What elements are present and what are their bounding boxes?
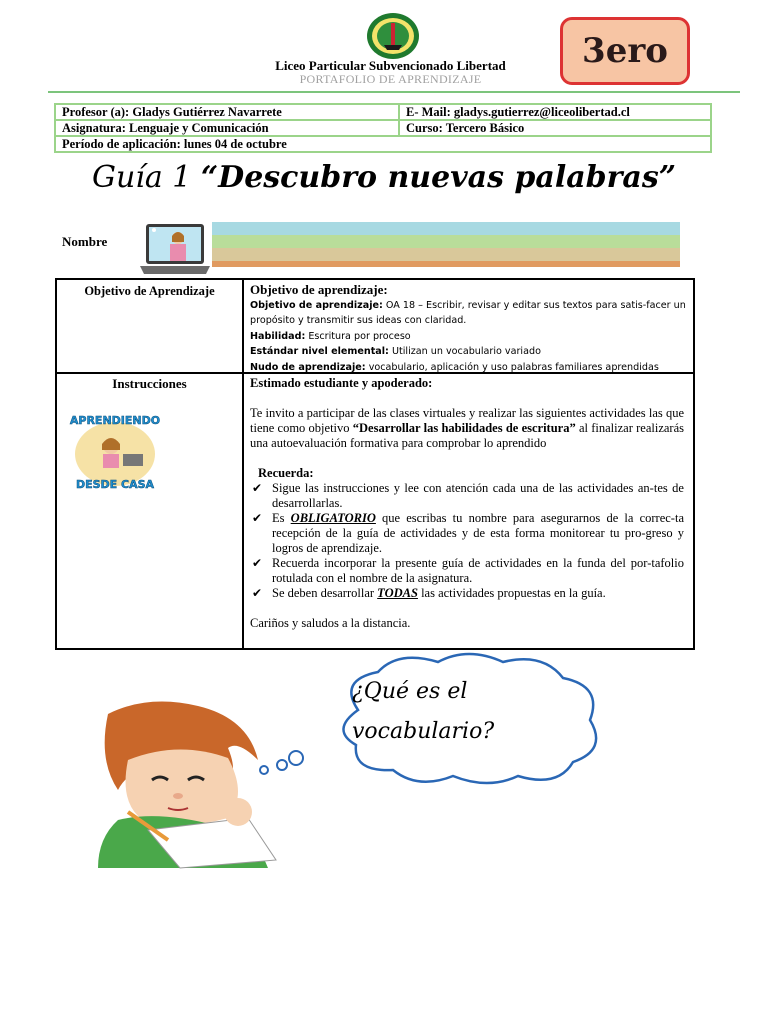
guide-title [0, 160, 768, 195]
boy-writing-icon [88, 700, 278, 870]
objective-content [250, 282, 690, 375]
instructions-intro: Te invito a participar de las clases virtuales y realizar las siguientes actividades las que tiene como objetivo “Desarrollar las habilidades de escritura” al finalizar realizarás una autoevaluación formativa para comprobar lo aprendido [250, 406, 684, 450]
badge-bottom-text: DESDE CASA [75, 478, 155, 491]
list-item: ✔ Recuerda incorporar la presente guía de actividades en la funda del por-tafolio rotulada con el nombre de la asignatura. [252, 556, 684, 585]
guide-title-prefix: Guía 1 [91, 160, 201, 195]
objectives-table [55, 278, 695, 650]
list-item: ✔ Es OBLIGATORIO que escribas tu nombre para asegurarnos de la correc-ta recepción de la guía de actividades y de esta forma monitorear tu pro-greso y logros de aprendizaje. [252, 511, 684, 555]
objective-item: Estándar nivel elemental: Utilizan un vocabulario variado [250, 346, 541, 357]
remember-list [250, 481, 684, 601]
aprendiendo-badge-icon [69, 410, 161, 494]
check-icon: ✔ [252, 511, 263, 525]
objective-item: Objetivo de aprendizaje: OA 18 – Escribir, revisar y editar sus textos para satis-facer un propósito y transmitir sus ideas con claridad. [250, 299, 686, 326]
course-cell: Curso: Tercero Básico [399, 120, 711, 136]
laptop-teacher-icon [138, 220, 212, 276]
objective-label: Objetivo de Aprendizaje [84, 284, 215, 298]
school-logo-icon [366, 12, 420, 60]
list-item: ✔ Sigue las instrucciones y lee con atención cada una de las actividades an-tes de desarrollarlas. [252, 481, 684, 510]
info-table [54, 103, 712, 153]
badge-top-text: APRENDIENDO [69, 414, 161, 427]
email-cell: E- Mail: gladys.gutierrez@liceolibertad.cl [399, 104, 711, 120]
instructions-label: Instrucciones [112, 376, 187, 391]
list-item: ✔ Se deben desarrollar TODAS las actividades propuestas en la guía. [252, 586, 606, 600]
name-line [212, 235, 680, 248]
objective-item: Nudo de aprendizaje: vocabulario, aplicación y uso palabras familiares aprendidas [250, 361, 659, 373]
check-icon: ✔ [252, 556, 263, 570]
check-icon: ✔ [252, 481, 263, 495]
thought-text: ¿Qué es el vocabulario? [352, 679, 495, 744]
grade-badge: 3ero [560, 17, 690, 85]
school-name: Liceo Particular Subvencionado Libertad [275, 58, 506, 73]
column-divider [242, 280, 244, 648]
name-line [212, 222, 680, 235]
closing-text: Cariños y saludos a la distancia. [250, 616, 411, 630]
name-label: Nombre [62, 234, 108, 249]
check-icon: ✔ [252, 586, 263, 600]
objective-heading: Objetivo de aprendizaje: [250, 282, 388, 297]
remember-title: Recuerda: [258, 466, 314, 480]
subject-cell: Asignatura: Lenguaje y Comunicación [55, 120, 399, 136]
period-cell: Período de aplicación: lunes 04 de octubre [55, 136, 711, 152]
guide-title-quoted: “Descubro nuevas palabras” [200, 160, 677, 195]
name-line [212, 248, 680, 261]
objective-item: Habilidad: Escritura por proceso [250, 330, 411, 342]
instructions-content [250, 376, 684, 631]
teacher-cell: Profesor (a): Gladys Gutiérrez Navarrete [55, 104, 399, 120]
portfolio-label: PORTAFOLIO DE APRENDIZAJE [299, 72, 482, 86]
name-line [212, 261, 680, 267]
header-divider [48, 91, 740, 93]
name-lines[interactable] [212, 222, 680, 267]
instructions-greeting: Estimado estudiante y apoderado: [250, 376, 433, 390]
